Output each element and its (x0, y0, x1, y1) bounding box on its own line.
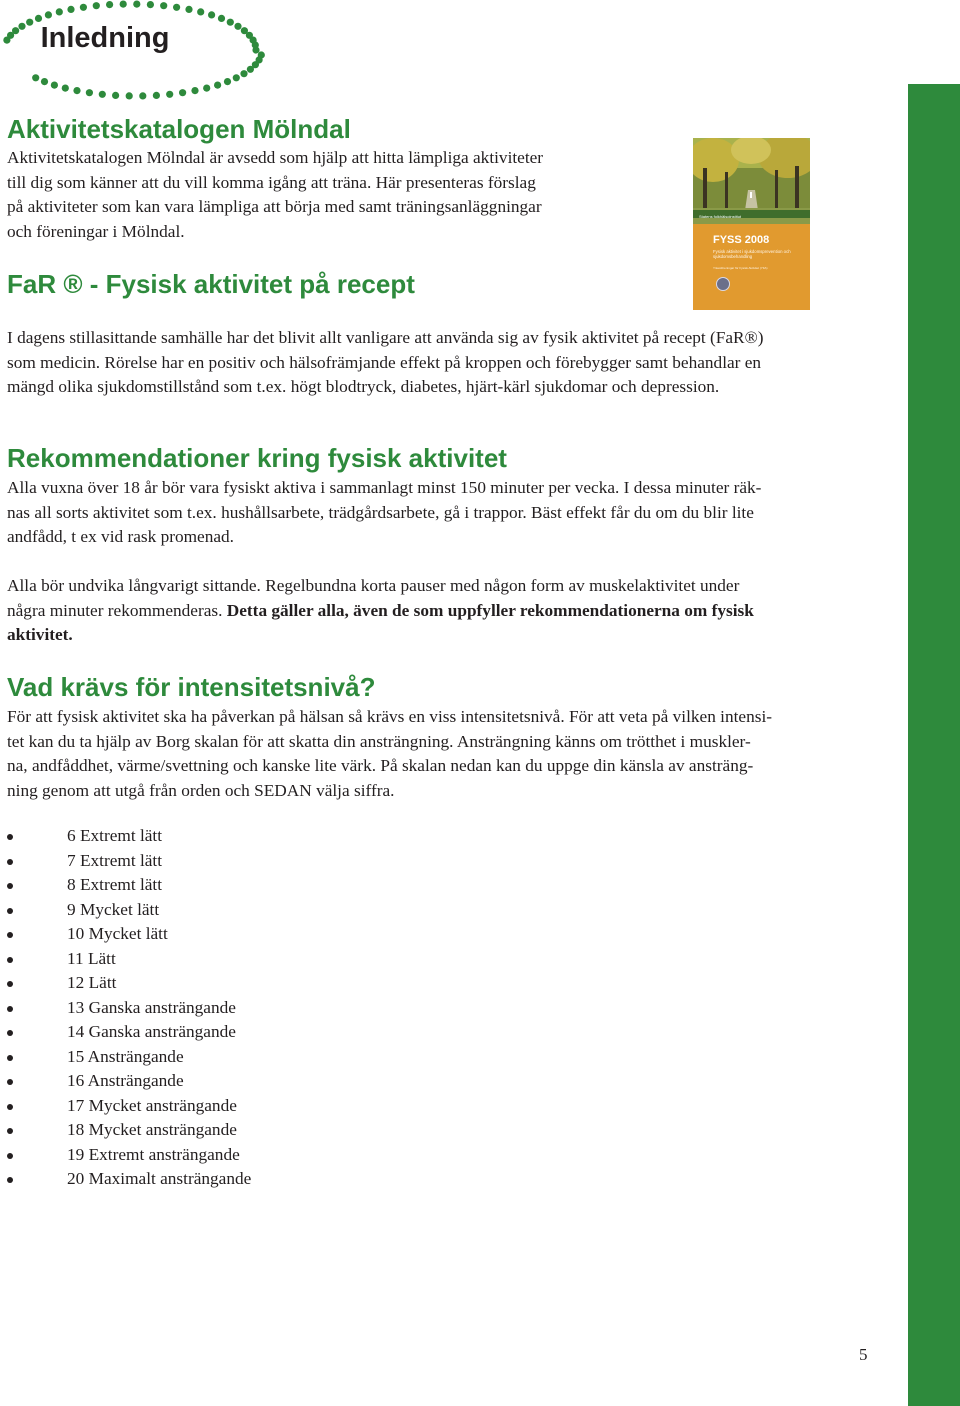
heading-intensitet: Vad krävs för intensitetsnivå? (7, 672, 376, 702)
list-item-label: 10 Mycket lätt (67, 924, 168, 943)
decoration-dot (233, 74, 240, 81)
decoration-dot (234, 23, 241, 30)
decoration-dot (51, 82, 58, 89)
decoration-dot (224, 78, 231, 85)
green-sidebar-bar (908, 84, 960, 1406)
intensity-line-2: tet kan du ta hjälp av Borg skalan för att skatta din ansträngning. Ansträngning känns om trötthet i muskler- (7, 731, 751, 751)
decoration-dot (139, 92, 146, 99)
decoration-dot (133, 1, 140, 8)
decoration-dot (240, 70, 247, 77)
list-item-label: 14 Ganska ansträngande (67, 1022, 236, 1041)
list-item-label: 11 Lätt (67, 948, 116, 968)
decoration-dot (160, 2, 167, 9)
bullet-icon (7, 1055, 13, 1061)
rek-line-2: nas all sorts aktivitet som t.ex. hushållsarbete, trädgårdsarbete, gå i trappor. Bäst effekt får du om du blir lite (7, 502, 754, 522)
rek-para2-normal: några minuter rekommenderas. (7, 600, 227, 620)
decoration-dot (166, 91, 173, 98)
decoration-dot (179, 89, 186, 96)
book-cover-trees-photo (693, 138, 810, 224)
decoration-dot (252, 41, 259, 48)
cover-brand: Statens folkhälsoinstitut (699, 214, 742, 219)
list-item-label: 12 Lätt (67, 973, 117, 992)
cover-subtitle: Fysisk aktivitet i sjukdomsprevention och sjukdomsbehandling (713, 249, 791, 259)
bullet-icon (7, 1104, 13, 1110)
far-line-2: som medicin. Rörelse har en positiv och hälsofrämjande effekt på kroppen och förebygger samt behandlar en (7, 352, 762, 372)
decoration-dot (203, 85, 210, 92)
intro-line-1: Aktivitetskatalogen Mölndal är avsedd som hjälp att hitta lämpliga aktiviteter (7, 148, 544, 167)
cover-title: FYSS 2008 (713, 234, 770, 246)
bullet-icon (7, 883, 13, 889)
rek-line-1: Alla vuxna över 18 år bör vara fysiskt aktiva i sammanlagt minst 150 minuter per vecka. I dessa minuter räk- (7, 478, 762, 497)
rek-para2-bold: Detta gäller alla, även de som uppfyller rekommendationerna om fysisk (226, 600, 754, 620)
list-item-label: 6 Extremt lätt (67, 826, 163, 845)
intro-line-3: på aktiviteter som kan vara lämpliga att börja med samt träningsanläggningar (7, 197, 542, 216)
far-line-1: I dagens stillasittande samhälle har det blivit allt vanligare att använda sig av fysik aktivitet på recept (FaR®) (7, 328, 764, 347)
list-item-label: 18 Mycket ansträngande (67, 1120, 237, 1139)
heading-rekommendationer: Rekommendationer kring fysisk aktivitet (7, 443, 507, 473)
far-line-3: mängd olika sjukdomstillstånd som t.ex. högt blodtryck, diabetes, hjärt-kärl sjukdomar och depression. (7, 377, 720, 396)
cover-publisher: Yrkesföreningar för Fysisk Aktivitet (YFA) (713, 266, 768, 270)
bullet-icon (7, 834, 13, 840)
rek-para2-bold-end: aktivitet. (7, 625, 73, 644)
list-item-label: 19 Extremt ansträngande (67, 1144, 240, 1164)
decoration-dot (112, 92, 119, 99)
page-number: 5 (859, 1345, 868, 1364)
decoration-dot (93, 2, 100, 9)
intro-line-2: till dig som känner att du vill komma igång att träna. Här presenteras förslag (7, 172, 536, 192)
decoration-dot (153, 92, 160, 99)
intensity-line-4: ning genom att utgå från orden och SEDAN välja siffra. (7, 780, 395, 800)
rek-para2-line-2 (7, 599, 754, 624)
decoration-dot (191, 87, 198, 94)
rek-line-3: andfådd, t ex vid rask promenad. (7, 527, 234, 546)
rek-para2-line-3 (7, 623, 73, 648)
list-item-label: 9 Mycket lätt (67, 899, 160, 919)
bullet-icon (7, 1030, 13, 1036)
decoration-dot (99, 91, 106, 98)
decoration-dot (214, 82, 221, 89)
decoration-dot (80, 4, 87, 11)
heading-far: FaR ® - Fysisk aktivitet på recept (7, 269, 415, 299)
bullet-icon (7, 957, 13, 963)
heading-aktivitetskatalogen: Aktivitetskatalogen Mölndal (7, 114, 351, 144)
bullet-icon (7, 859, 13, 865)
bullet-icon (7, 1128, 13, 1134)
decoration-dot (147, 1, 154, 8)
decoration-dot (185, 6, 192, 13)
decoration-dot (45, 11, 52, 18)
bullet-icon (7, 1079, 13, 1085)
list-item-label: 20 Maximalt ansträngande (67, 1169, 252, 1188)
decoration-dot (208, 11, 215, 18)
decoration-dot (56, 8, 63, 15)
decoration-dot (173, 4, 180, 11)
decoration-dot (227, 19, 234, 26)
decoration-dot (32, 74, 39, 81)
decoration-dot (106, 1, 113, 8)
list-item-label: 7 Extremt lätt (67, 850, 163, 870)
cover-seal-icon (716, 277, 730, 291)
decoration-dot (73, 87, 80, 94)
bullet-icon (7, 908, 13, 914)
decoration-dot (126, 92, 133, 99)
rek-para2-line-1: Alla bör undvika långvarigt sittande. Regelbundna korta pauser med någon form av muskelaktivitet under (7, 576, 740, 595)
intensity-line-1: För att fysisk aktivitet ska ha påverkan på hälsan så krävs en viss intensitetsnivå. För att veta på vilken intensi- (7, 707, 772, 726)
bullet-icon (7, 932, 13, 938)
decoration-dot (62, 85, 69, 92)
bullet-icon (7, 1153, 13, 1159)
decoration-dot (247, 66, 254, 73)
bullet-icon (7, 1006, 13, 1012)
decoration-dot (67, 6, 74, 13)
decoration-dot (41, 78, 48, 85)
decoration-dot (35, 15, 42, 22)
decoration-dot (120, 1, 127, 8)
intensity-line-3: na, andfåddhet, värme/svettning och kanske lite värk. På skalan nedan kan du uppge din känsla av ansträng- (7, 756, 754, 775)
decoration-dot (86, 89, 93, 96)
bullet-icon (7, 1177, 13, 1183)
list-item-label: 16 Ansträngande (67, 1071, 184, 1090)
list-item-label: 13 Ganska ansträngande (67, 997, 236, 1017)
fyss-book-cover (693, 138, 810, 310)
list-item-label: 17 Mycket ansträngande (67, 1095, 237, 1115)
section-title: Inledning (40, 22, 170, 54)
list-item-label: 15 Ansträngande (67, 1046, 184, 1066)
dotted-circle-decoration (0, 0, 270, 110)
decoration-dot (218, 15, 225, 22)
decoration-dot (197, 8, 204, 15)
intro-line-4: och föreningar i Mölndal. (7, 221, 185, 241)
bullet-icon (7, 981, 13, 987)
list-item-label: 8 Extremt lätt (67, 875, 163, 894)
